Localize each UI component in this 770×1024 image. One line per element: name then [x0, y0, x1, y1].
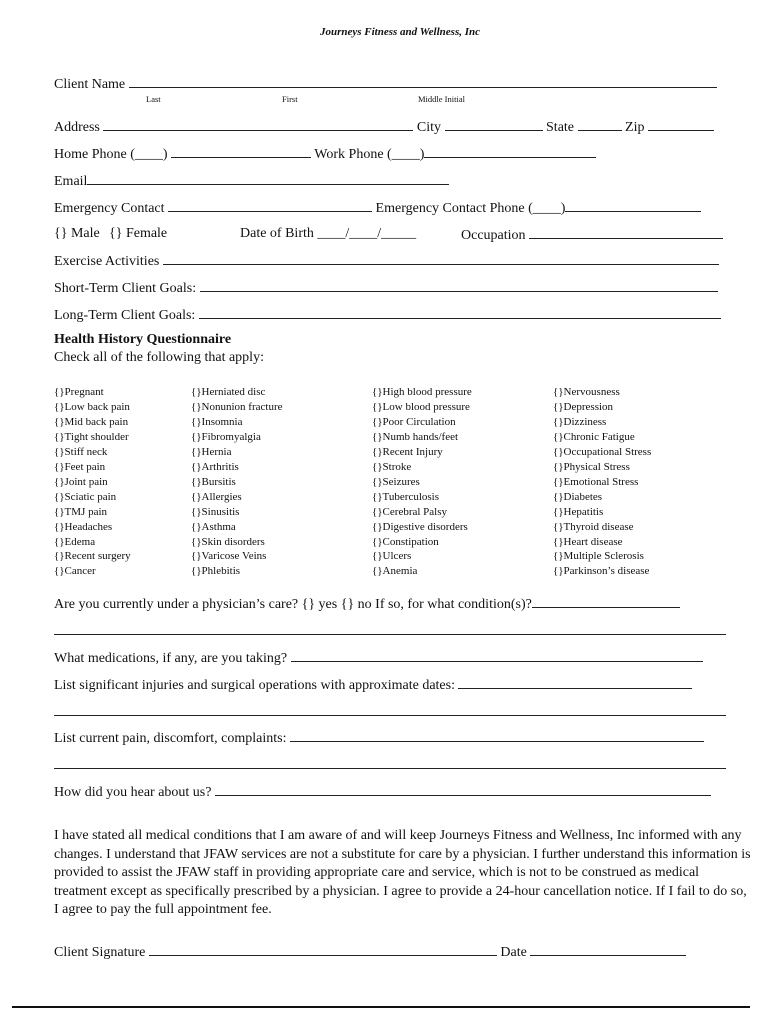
male-option[interactable]: {} Male [54, 226, 100, 241]
phone-row [54, 145, 596, 163]
short-term-goals-row [54, 279, 718, 297]
client-name-row [54, 75, 717, 93]
condition-checkbox[interactable]: {}Occupational Stress [553, 445, 652, 458]
condition-checkbox[interactable]: {}Tuberculosis [372, 490, 439, 503]
injuries-continuation-row [54, 703, 726, 721]
physician-care-question: Are you currently under a physician’s care? {} yes {} no If so, for what condition(s)? [54, 597, 532, 612]
work-phone-field[interactable] [424, 145, 596, 158]
footer-rule [12, 1006, 750, 1008]
injuries-row [54, 676, 692, 694]
medications-field[interactable] [291, 649, 703, 662]
last-name-caption: Last [146, 94, 161, 104]
condition-checkbox[interactable]: {}TMJ pain [54, 505, 108, 518]
city-label: City [416, 120, 442, 135]
physician-care-row [54, 595, 680, 613]
occupation-label: Occupation [461, 228, 526, 243]
referral-row [54, 783, 711, 801]
signature-date-field[interactable] [530, 943, 686, 956]
injuries-label: List significant injuries and surgical operations with approximate dates: [54, 678, 455, 693]
state-label: State [546, 120, 575, 135]
address-row [54, 118, 714, 136]
injuries-field-line-2[interactable] [54, 703, 726, 716]
state-field[interactable] [578, 118, 622, 131]
exercise-label: Exercise Activities [54, 254, 160, 269]
date-label: Date [500, 945, 527, 960]
home-phone-field[interactable] [171, 145, 311, 158]
condition-checkbox[interactable]: {}Hepatitis [553, 505, 604, 518]
form-title: Journeys Fitness and Wellness, Inc [319, 26, 481, 38]
condition-checkbox[interactable]: {}Seizures [372, 475, 420, 488]
health-instruction: Check all of the following that apply: [54, 350, 264, 365]
condition-checkbox[interactable]: {}Sciatic pain [54, 490, 117, 503]
conditions-column-2 [191, 385, 283, 579]
condition-checkbox[interactable]: {}Constipation [372, 535, 439, 548]
condition-checkbox[interactable]: {}Nervousness [553, 386, 620, 398]
zip-label: Zip [625, 120, 645, 135]
email-field[interactable] [87, 172, 449, 185]
condition-checkbox[interactable]: {}Emotional Stress [553, 475, 639, 488]
condition-checkbox[interactable]: {}Diabetes [553, 490, 603, 503]
condition-checkbox[interactable]: {}Thyroid disease [553, 520, 634, 533]
emergency-contact-field[interactable] [168, 199, 372, 212]
medications-row [54, 649, 703, 667]
condition-checkbox[interactable]: {}Physical Stress [553, 460, 630, 473]
condition-checkbox[interactable]: {}Low back pain [54, 400, 130, 413]
client-name-field[interactable] [129, 75, 717, 88]
condition-checkbox[interactable]: {}Ulcers [372, 550, 412, 563]
conditions-column-1 [54, 385, 131, 579]
pain-field-line-2[interactable] [54, 756, 726, 769]
condition-checkbox[interactable]: {}Poor Circulation [372, 415, 456, 428]
zip-field[interactable] [648, 118, 714, 131]
pain-field[interactable] [290, 729, 704, 742]
condition-checkbox[interactable]: {}Dizziness [553, 415, 607, 428]
condition-checkbox[interactable]: {}Parkinson’s disease [553, 565, 650, 578]
home-phone-label: Home Phone (____) [54, 147, 168, 162]
referral-field[interactable] [215, 783, 711, 796]
client-name-label: Client Name [54, 77, 126, 92]
condition-checkbox[interactable]: {}Fibromyalgia [191, 430, 261, 443]
condition-checkbox[interactable]: {}Recent Injury [372, 445, 443, 458]
medications-label: What medications, if any, are you taking? [54, 651, 288, 666]
address-field[interactable] [103, 118, 413, 131]
condition-checkbox[interactable]: {}Pregnant [54, 386, 104, 398]
emergency-row [54, 199, 701, 217]
pain-continuation-row [54, 756, 726, 774]
pain-row [54, 729, 704, 747]
physician-condition-field-line-2[interactable] [54, 622, 726, 635]
work-phone-label: Work Phone (____) [314, 147, 425, 162]
middle-initial-caption: Middle Initial [418, 94, 465, 104]
condition-checkbox[interactable]: {}Arthritis [191, 460, 239, 473]
condition-checkbox[interactable]: {}Mid back pain [54, 415, 129, 428]
signature-label: Client Signature [54, 945, 146, 960]
short-term-goals-field[interactable] [200, 279, 718, 292]
condition-checkbox[interactable]: {}Phlebitis [191, 565, 241, 578]
city-field[interactable] [445, 118, 543, 131]
condition-checkbox[interactable]: {}Numb hands/feet [372, 430, 459, 443]
emergency-contact-label: Emergency Contact [54, 201, 165, 216]
address-label: Address [54, 120, 100, 135]
condition-checkbox[interactable]: {}Cerebral Palsy [372, 505, 448, 518]
condition-checkbox[interactable]: {}Skin disorders [191, 535, 265, 548]
condition-checkbox[interactable]: {}Herniated disc [191, 386, 266, 398]
condition-checkbox[interactable]: {}Hernia [191, 445, 232, 458]
long-term-goals-row [54, 306, 721, 324]
condition-checkbox[interactable]: {}Low blood pressure [372, 400, 470, 413]
condition-checkbox[interactable]: {}Nonunion fracture [191, 400, 283, 413]
pain-label: List current pain, discomfort, complaints: [54, 731, 287, 746]
condition-checkbox[interactable]: {}Chronic Fatigue [553, 430, 635, 443]
condition-checkbox[interactable]: {}Recent surgery [54, 550, 131, 563]
condition-checkbox[interactable]: {}Varicose Veins [191, 550, 267, 563]
occupation-row [461, 226, 723, 244]
condition-checkbox[interactable]: {}Joint pain [54, 475, 108, 488]
condition-checkbox[interactable]: {}Asthma [191, 520, 236, 533]
condition-checkbox[interactable]: {}Feet pain [54, 460, 106, 473]
emergency-phone-label: Emergency Contact Phone (____) [375, 201, 566, 216]
condition-checkbox[interactable]: {}Cancer [54, 565, 96, 578]
email-label: Email [54, 174, 88, 189]
conditions-column-3 [372, 385, 472, 579]
injuries-field[interactable] [458, 676, 692, 689]
physician-condition-field[interactable] [532, 595, 680, 608]
condition-checkbox[interactable]: {}Multiple Sclerosis [553, 550, 644, 563]
long-term-goals-field[interactable] [199, 306, 721, 319]
email-row [54, 172, 449, 190]
exercise-row [54, 252, 719, 270]
condition-checkbox[interactable]: {}Sinusitis [191, 505, 240, 518]
emergency-phone-field[interactable] [565, 199, 701, 212]
occupation-field[interactable] [529, 226, 723, 239]
date-of-birth-field[interactable]: Date of Birth ____/____/_____ [240, 226, 417, 241]
condition-checkbox[interactable]: {}Stiff neck [54, 445, 108, 458]
condition-checkbox[interactable]: {}Tight shoulder [54, 430, 129, 443]
condition-checkbox[interactable]: {}Depression [553, 400, 614, 413]
referral-label: How did you hear about us? [54, 785, 212, 800]
long-term-goals-label: Long-Term Client Goals: [54, 308, 196, 323]
health-history-heading: Health History Questionnaire [54, 332, 232, 347]
signature-row [54, 943, 686, 961]
condition-checkbox[interactable]: {}Insomnia [191, 415, 243, 428]
signature-field[interactable] [149, 943, 497, 956]
first-name-caption: First [282, 94, 298, 104]
exercise-field[interactable] [163, 252, 719, 265]
condition-checkbox[interactable]: {}Heart disease [553, 535, 623, 548]
condition-checkbox[interactable]: {}Bursitis [191, 475, 236, 488]
condition-checkbox[interactable]: {}High blood pressure [372, 386, 472, 398]
condition-checkbox[interactable]: {}Digestive disorders [372, 520, 468, 533]
consent-statement: I have stated all medical conditions that I am aware of and will keep Journeys Fitness and Wellness, Inc informed with any changes. I understand that JFAW services are not a substitute for care by a physician. I further understand this information is provided to assist the JFAW staff in providing appropriate care and service, which is not to be construed as medical treatment except as specifically prescribed by a physician. I agree to provide a 24-hour cancellation notice. If I fail to do so, I agree to pay the full appointment fee. [54, 828, 751, 918]
condition-checkbox[interactable]: {}Stroke [372, 460, 412, 473]
physician-continuation-row [54, 622, 726, 640]
female-option[interactable]: {} Female [109, 226, 168, 241]
condition-checkbox[interactable]: {}Allergies [191, 490, 242, 503]
condition-checkbox[interactable]: {}Edema [54, 535, 96, 548]
short-term-goals-label: Short-Term Client Goals: [54, 281, 197, 296]
condition-checkbox[interactable]: {}Anemia [372, 565, 418, 578]
conditions-column-4 [553, 385, 651, 579]
condition-checkbox[interactable]: {}Headaches [54, 520, 113, 533]
